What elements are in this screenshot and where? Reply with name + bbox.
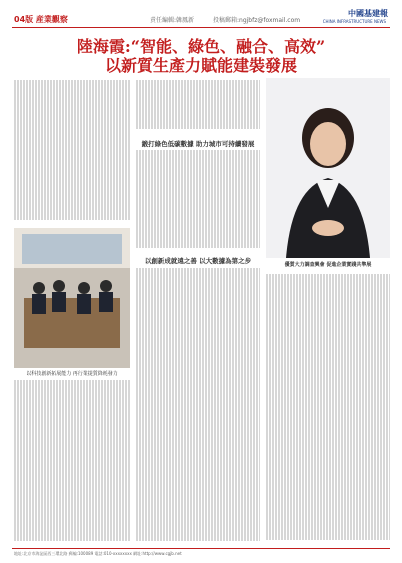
footer-rule <box>12 548 390 549</box>
footer-text: 地址:北京市海淀區西三環北路 郵編:100089 電話:010-xxxxxxxx 網址:http://www.cgjb.net <box>14 551 182 556</box>
middle-column-text-3 <box>136 268 260 543</box>
portrait-photo <box>266 78 390 258</box>
caption-meeting: 以科技創新拓展能力 再行業提質降耗發力 <box>26 371 118 377</box>
email-label: 投稿郵箱:ngjbfz@foxmail.com <box>213 17 301 24</box>
subhead-1: 鍛打綠色低碳數據 助力城市可持續發展 <box>141 140 255 148</box>
headline-line1: 陸海霞:“智能、綠色、融合、高效” <box>76 37 326 56</box>
middle-column-text-top <box>136 80 260 135</box>
left-column-text-bottom <box>14 380 130 542</box>
subhead-2: 以創新成就遠之善 以大數據為第之步 <box>144 257 252 265</box>
headline-line2: 以新質生產力賦能建裝發展 <box>104 56 297 75</box>
section-label: 04版 産業觀察 <box>14 15 68 24</box>
page-header <box>0 0 402 30</box>
header-rule <box>12 27 390 28</box>
newspaper-logo: 中國基建報 <box>348 9 388 18</box>
middle-column-text-2 <box>136 150 260 250</box>
editor-label: 責任編輯:韓鳳新 <box>150 17 195 24</box>
caption-portrait: 優質大力調查興會 促進企業實踐共準展 <box>284 262 372 268</box>
right-column-text <box>266 274 390 542</box>
meeting-photo <box>14 228 130 368</box>
newspaper-logo-sub: CHINA INFRASTRUCTURE NEWS <box>322 19 386 24</box>
left-column-text-top <box>14 80 130 220</box>
